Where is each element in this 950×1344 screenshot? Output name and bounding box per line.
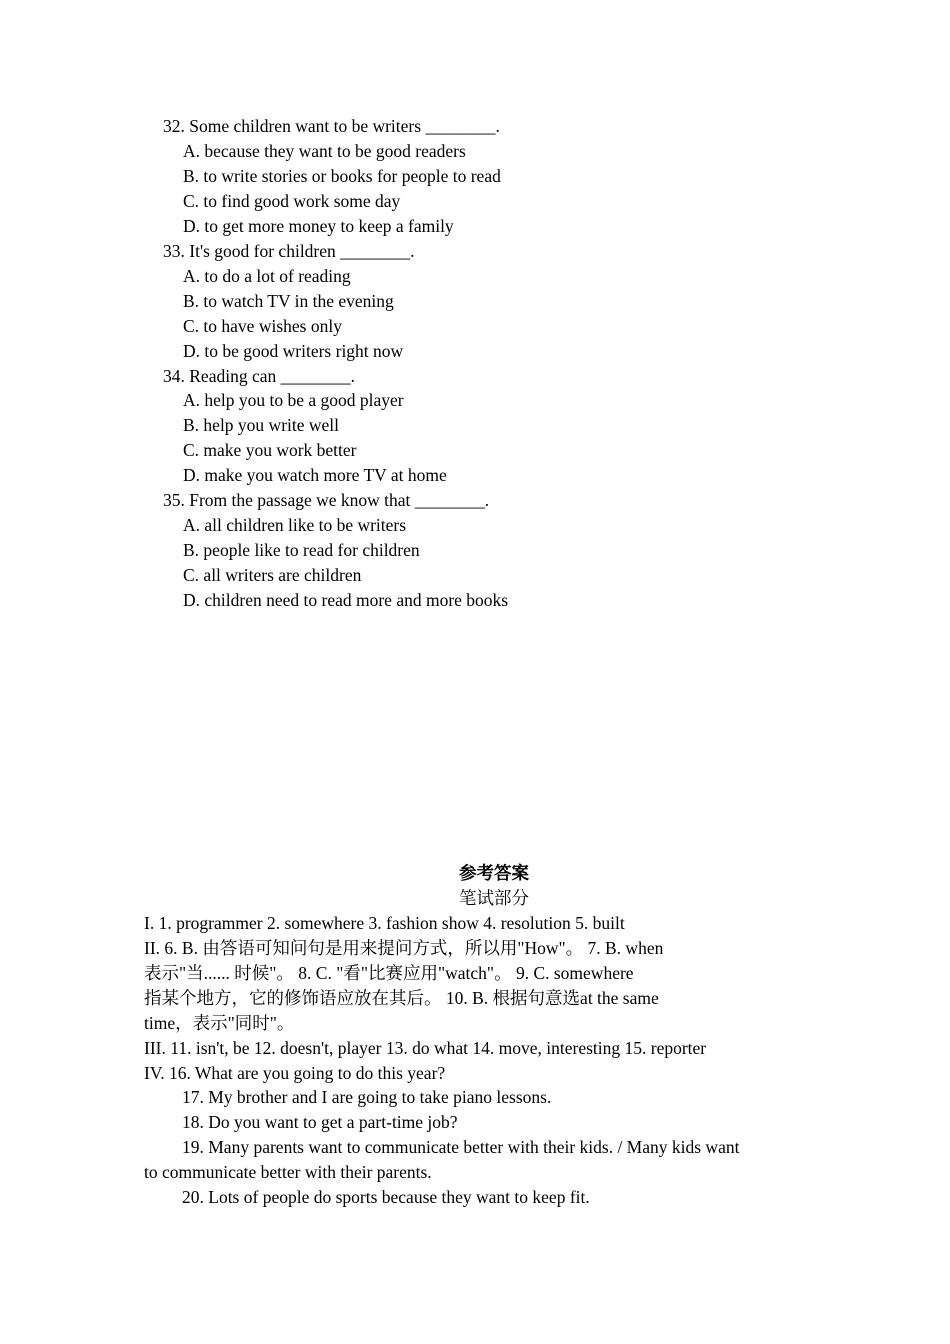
- answer-line: IV. 16. What are you going to do this year?: [144, 1063, 446, 1083]
- option-a: A. help you to be a good player: [183, 390, 404, 410]
- option-c: C. make you work better: [183, 440, 357, 460]
- answer-line: I. 1. programmer 2. somewhere 3. fashion show 4. resolution 5. built: [144, 913, 625, 933]
- answer-line: to communicate better with their parents.: [144, 1162, 432, 1182]
- answers-title: 参考答案: [459, 863, 529, 883]
- question-stem: 33. It's good for children ________.: [163, 241, 415, 261]
- answer-line: 19. Many parents want to communicate better with their kids. / Many kids want: [182, 1137, 740, 1157]
- option-d: D. to be good writers right now: [183, 341, 404, 361]
- option-d: D. to get more money to keep a family: [183, 216, 454, 236]
- option-b: B. to write stories or books for people to read: [183, 166, 501, 186]
- option-d: D. make you watch more TV at home: [183, 465, 447, 485]
- option-c: C. all writers are children: [183, 565, 362, 585]
- answer-line: time，表示"同时"。: [144, 1013, 295, 1033]
- answer-line: III. 11. isn't, be 12. doesn't, player 13. do what 14. move, interesting 15. reporter: [144, 1038, 707, 1058]
- question-stem: 34. Reading can ________.: [163, 366, 355, 386]
- option-d: D. children need to read more and more books: [183, 590, 509, 610]
- option-b: B. to watch TV in the evening: [183, 291, 394, 311]
- answers-subtitle: 笔试部分: [459, 888, 529, 908]
- question-stem: 32. Some children want to be writers ________.: [163, 116, 500, 136]
- answer-line: II. 6. B. 由答语可知问句是用来提问方式，所以用"How"。 7. B. when: [144, 938, 664, 958]
- option-a: A. all children like to be writers: [183, 515, 407, 535]
- question-stem: 35. From the passage we know that ________.: [163, 490, 490, 510]
- answer-line: 指某个地方，它的修饰语应放在其后。 10. B. 根据句意选at the same: [144, 988, 659, 1008]
- answer-line: 17. My brother and I are going to take piano lessons.: [182, 1087, 552, 1107]
- option-b: B. help you write well: [183, 415, 340, 435]
- answer-line: 18. Do you want to get a part-time job?: [182, 1112, 458, 1132]
- option-c: C. to find good work some day: [183, 191, 401, 211]
- answer-line: 20. Lots of people do sports because they want to keep fit.: [182, 1187, 590, 1207]
- answer-line: 表示"当...... 时候"。 8. C. "看"比赛应用"watch"。 9. C. somewhere: [144, 963, 634, 983]
- option-a: A. to do a lot of reading: [183, 266, 351, 286]
- option-a: A. because they want to be good readers: [183, 141, 466, 161]
- option-c: C. to have wishes only: [183, 316, 342, 336]
- option-b: B. people like to read for children: [183, 540, 420, 560]
